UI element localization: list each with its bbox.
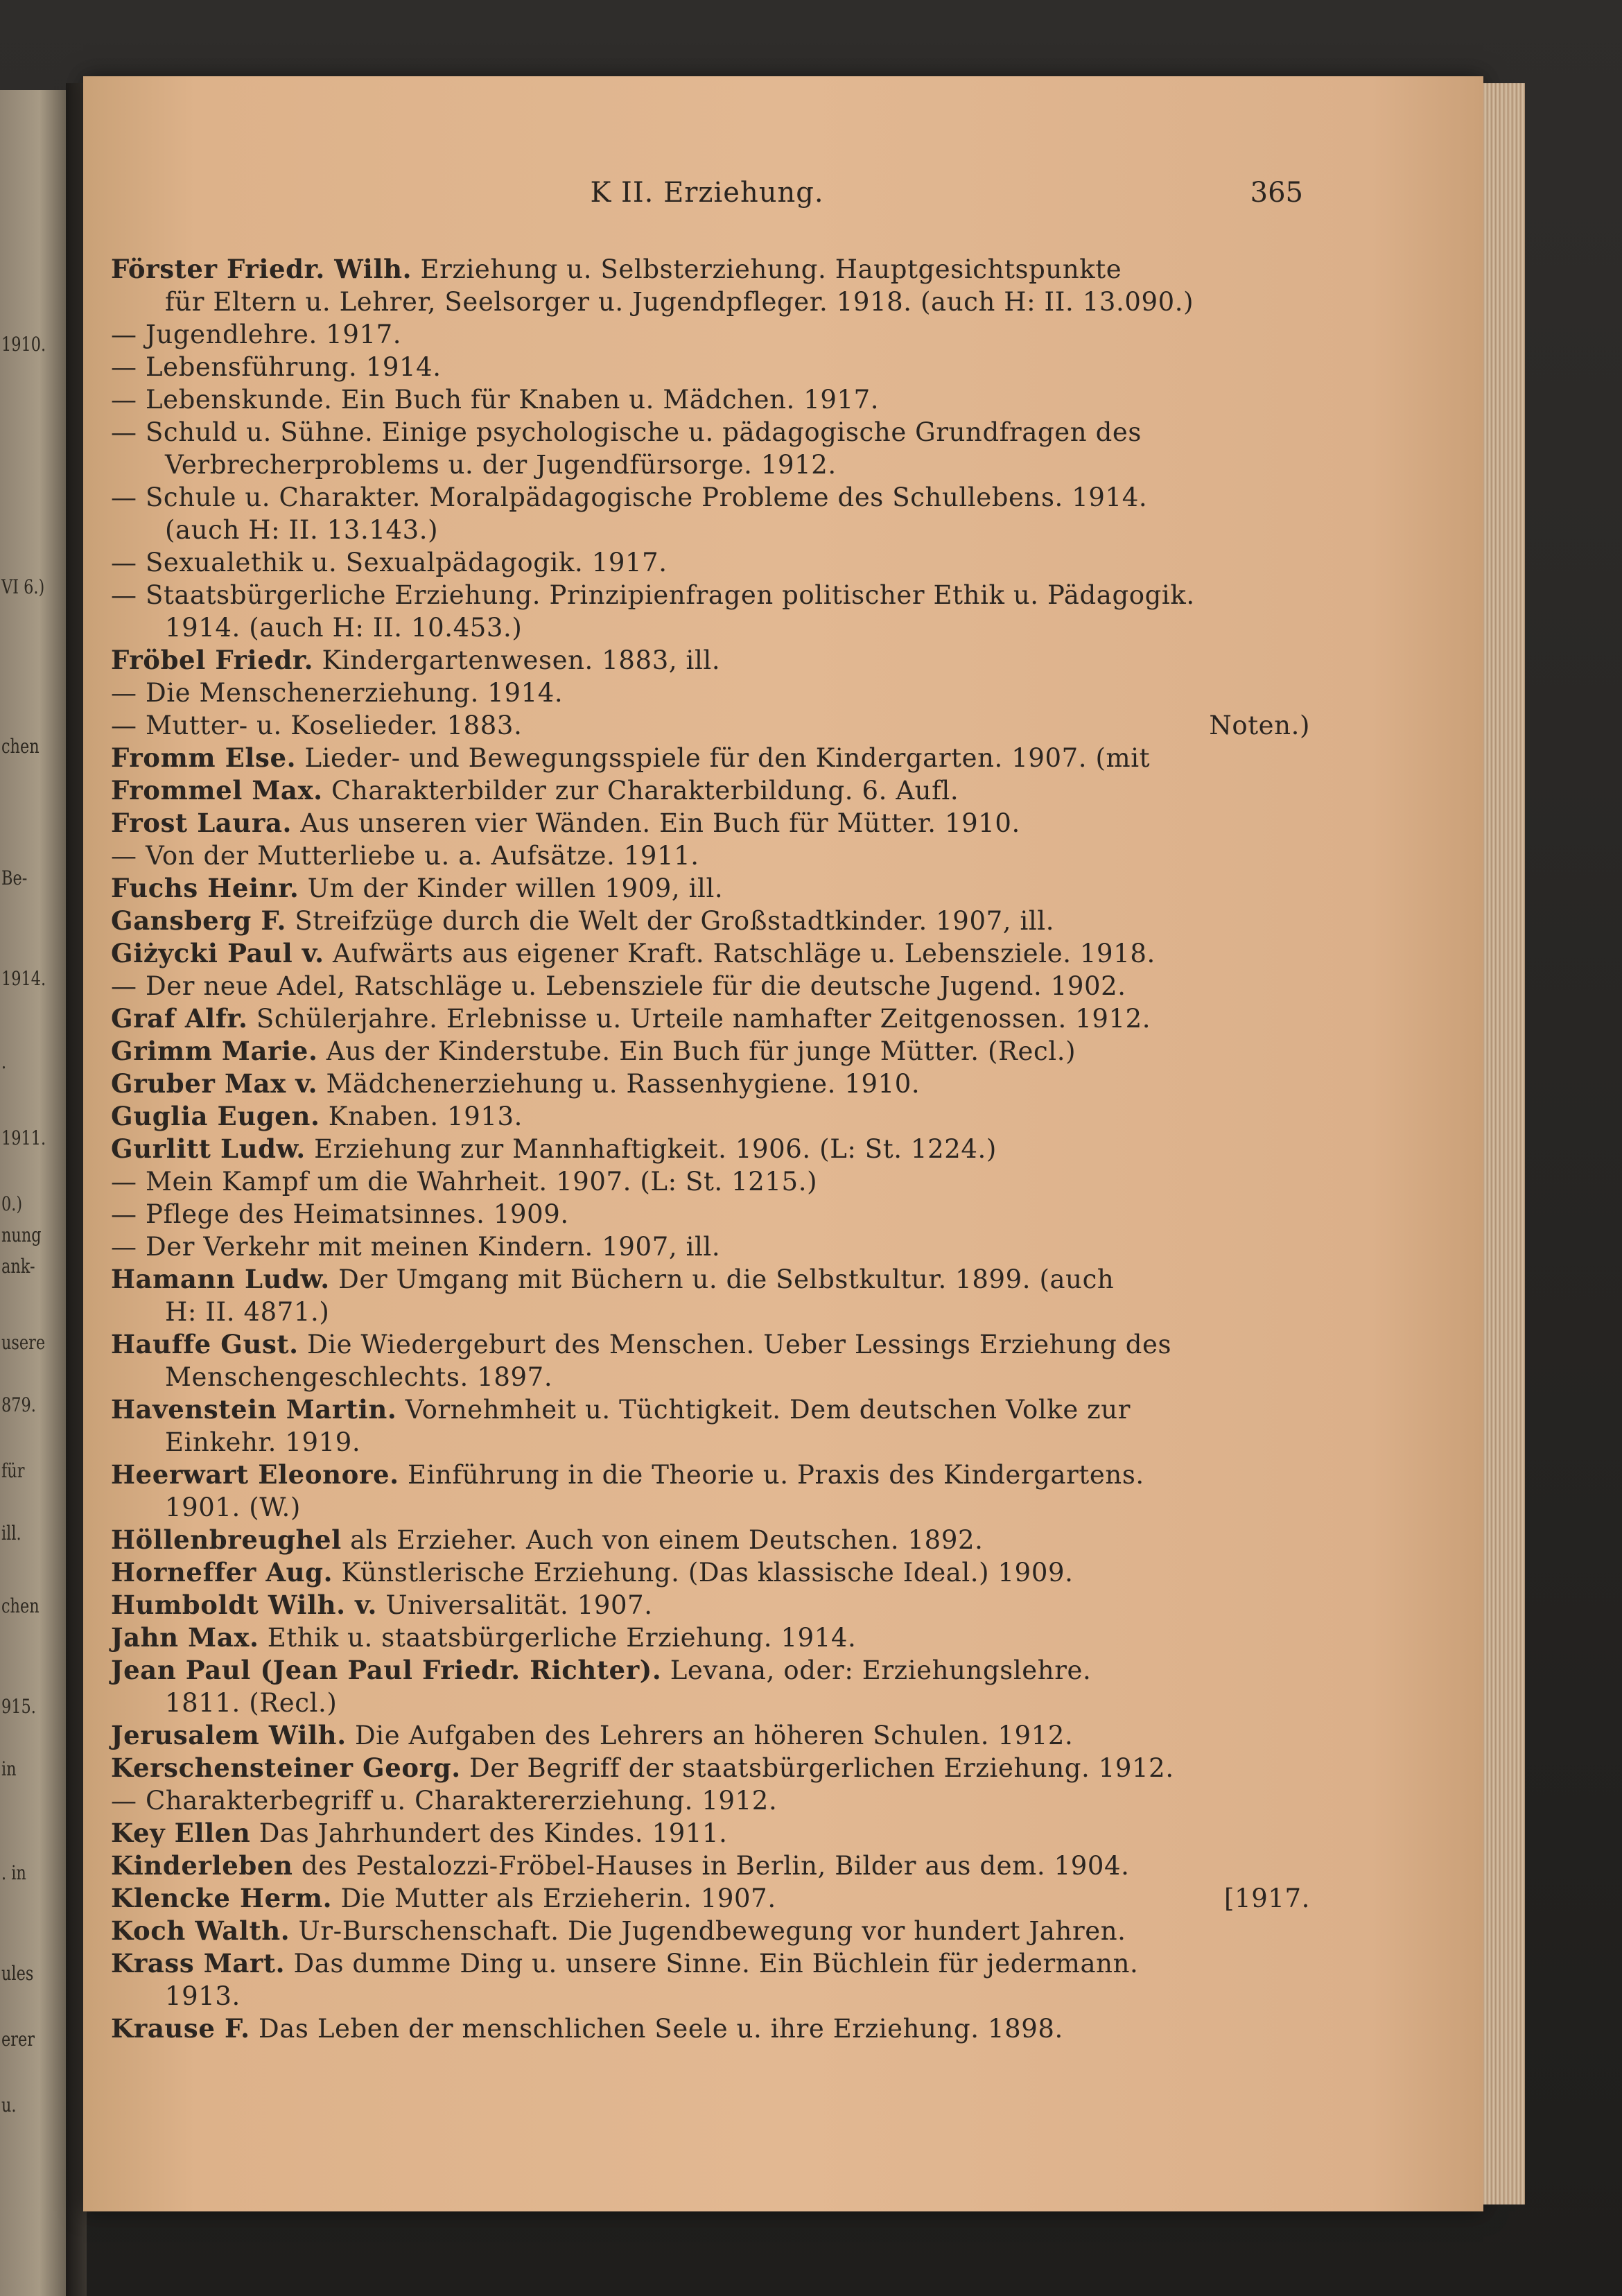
entry-author: Kinderleben (111, 1850, 293, 1881)
margin-fragment: 1914. (1, 967, 46, 990)
entry-text: 1811. (Recl.) (165, 1688, 338, 1718)
entry-author: Gruber Max v. (111, 1068, 318, 1099)
entry-text: — Von der Mutterliebe u. a. Aufsätze. 1911. (111, 841, 699, 871)
bibliography-entry-line (111, 1882, 1310, 1915)
entry-text: Die Mutter als Erzieherin. 1907. (332, 1884, 776, 1913)
bibliography-entry-line (111, 1719, 1310, 1752)
bibliography-entry-line (111, 481, 1310, 514)
entry-runover-text: Noten.) (1209, 711, 1310, 740)
entry-author: Frost Laura. (111, 808, 293, 838)
entry-text: Aus unseren vier Wänden. Ein Buch für Mütter. 1910. (292, 808, 1020, 838)
bibliography-entry-line (111, 1817, 1310, 1850)
entry-author: Hamann Ludw. (111, 1264, 330, 1294)
bibliography-entry-line (111, 709, 1310, 742)
entry-text: — Der neue Adel, Ratschläge u. Lebensziele für die deutsche Jugend. 1902. (111, 971, 1126, 1001)
entry-text: — Schule u. Charakter. Moralpädagogische Probleme des Schullebens. 1914. (111, 482, 1148, 512)
entry-author: Key Ellen (111, 1818, 251, 1848)
bibliography-entry-line (111, 1165, 1310, 1198)
bibliography-entry-line (111, 937, 1310, 970)
entry-text: als Erzieher. Auch von einem Deutschen. 1892. (341, 1525, 984, 1555)
entry-continuation-line (111, 1426, 1310, 1459)
bibliography-entry-line (111, 742, 1310, 774)
entry-continuation-line (111, 1491, 1310, 1524)
previous-page-margin-text (0, 0, 66, 2296)
entry-author: Koch Walth. (111, 1915, 290, 1946)
bibliography-entry-line (111, 1328, 1310, 1361)
entry-text: — Charakterbegriff u. Charaktererziehung. 1912. (111, 1786, 778, 1816)
entry-author: Klencke Herm. (111, 1883, 333, 1913)
entry-text: — Staatsbürgerliche Erziehung. Prinzipienfragen politischer Ethik u. Pädagogik. (111, 580, 1195, 610)
running-head: K II. Erziehung. (590, 177, 824, 209)
entry-text: Ur-Burschenschaft. Die Jugendbewegung vor hundert Jahren. (290, 1916, 1126, 1946)
entry-text: Aus der Kinderstube. Ein Buch für junge Mütter. (Recl.) (317, 1036, 1076, 1066)
entry-author: Guglia Eugen. (111, 1101, 320, 1131)
entry-text: Schülerjahre. Erlebnisse u. Urteile namhafter Zeitgenossen. 1912. (247, 1004, 1151, 1034)
page-edges (1483, 83, 1525, 2204)
entry-text: — Jugendlehre. 1917. (111, 320, 402, 349)
bibliography-entry-line (111, 1524, 1310, 1556)
entry-text: Künstlerische Erziehung. (Das klassische Ideal.) 1909. (333, 1558, 1074, 1588)
entry-text: Die Aufgaben des Lehrers an höheren Schulen. 1912. (346, 1721, 1074, 1750)
bibliography-entry-line (111, 677, 1310, 709)
entry-author: Fromm Else. (111, 742, 297, 773)
bibliography-list (111, 253, 1310, 2045)
entry-author: Horneffer Aug. (111, 1557, 333, 1588)
margin-fragment: chen (1, 1594, 40, 1617)
entry-continuation-line (111, 1296, 1310, 1328)
entry-text: Mädchenerziehung u. Rassenhygiene. 1910. (317, 1069, 921, 1099)
entry-text: Levana, oder: Erziehungslehre. (661, 1655, 1092, 1685)
bibliography-entry-line (111, 1654, 1310, 1687)
entry-text: — Die Menschenerziehung. 1914. (111, 678, 564, 708)
margin-fragment: erer (1, 2028, 35, 2051)
bibliography-entry-line (111, 872, 1310, 905)
bibliography-entry-line (111, 970, 1310, 1002)
entry-text: 1914. (auch H: II. 10.453.) (165, 613, 523, 643)
entry-text: Menschengeschlechts. 1897. (165, 1362, 553, 1392)
bibliography-entry-line (111, 807, 1310, 840)
bibliography-entry-line (111, 1068, 1310, 1100)
entry-text: Vornehmheit u. Tüchtigkeit. Dem deutschen Volke zur (396, 1395, 1131, 1425)
entry-text: Charakterbilder zur Charakterbildung. 6. Aufl. (322, 776, 959, 806)
bibliography-entry-line (111, 351, 1310, 383)
margin-fragment: 0.) (1, 1192, 23, 1215)
entry-author: Jean Paul (Jean Paul Friedr. Richter). (111, 1655, 662, 1685)
bibliography-entry-line (111, 383, 1310, 416)
entry-text: für Eltern u. Lehrer, Seelsorger u. Jugendpfleger. 1918. (auch H: II. 13.090.) (165, 287, 1194, 317)
bibliography-entry-line (111, 1263, 1310, 1296)
entry-author: Giżycki Paul v. (111, 938, 324, 968)
bibliography-entry-line (111, 1100, 1310, 1133)
margin-fragment: 1910. (1, 333, 46, 356)
entry-text: — Mein Kampf um die Wahrheit. 1907. (L: St. 1215.) (111, 1167, 818, 1197)
entry-author: Graf Alfr. (111, 1003, 248, 1034)
bibliography-entry-line (111, 1459, 1310, 1491)
bibliography-entry-line (111, 318, 1310, 351)
entry-text: — Pflege des Heimatsinnes. 1909. (111, 1199, 569, 1229)
entry-author: Krass Mart. (111, 1948, 286, 1978)
entry-runover-text: [1917. (1224, 1884, 1310, 1913)
bibliography-entry-line (111, 840, 1310, 872)
margin-fragment: für (1, 1459, 25, 1482)
page-number: 365 (1250, 177, 1303, 209)
bibliography-entry-line (111, 1915, 1310, 1947)
entry-author: Kerschensteiner Georg. (111, 1753, 461, 1783)
entry-text: Das Leben der menschlichen Seele u. ihre Erziehung. 1898. (250, 2014, 1063, 2044)
entry-text: — Lebensführung. 1914. (111, 352, 442, 382)
margin-fragment: chen (1, 735, 40, 758)
entry-author: Jerusalem Wilh. (111, 1720, 347, 1750)
bibliography-entry-line (111, 1589, 1310, 1621)
bibliography-entry-line (111, 644, 1310, 677)
entry-author: Krause F. (111, 2013, 250, 2044)
entry-text: des Pestalozzi-Fröbel-Hauses in Berlin, Bilder aus dem. 1904. (293, 1851, 1130, 1881)
margin-fragment: u. (1, 2094, 17, 2116)
margin-fragment: VI 6.) (1, 575, 45, 598)
entry-author: Gurlitt Ludw. (111, 1133, 306, 1164)
entry-author: Jahn Max. (111, 1622, 259, 1653)
bibliography-entry-line (111, 1230, 1310, 1263)
margin-fragment: Be- (1, 867, 28, 889)
bibliography-entry-line (111, 774, 1310, 807)
bibliography-entry-line (111, 1002, 1310, 1035)
entry-text: Streifzüge durch die Welt der Großstadtkinder. 1907, ill. (286, 906, 1055, 936)
bibliography-entry-line (111, 253, 1310, 286)
entry-author: Heerwart Eleonore. (111, 1459, 399, 1490)
entry-text: Erziehung zur Mannhaftigkeit. 1906. (L: St. 1224.) (305, 1134, 997, 1164)
margin-fragment: ill. (1, 1522, 21, 1545)
margin-fragment: in (1, 1757, 17, 1780)
entry-text: Die Wiedergeburt des Menschen. Ueber Lessings Erziehung des (298, 1330, 1172, 1359)
entry-text: Einkehr. 1919. (165, 1427, 361, 1457)
entry-text: — Mutter- u. Koselieder. 1883. (111, 711, 523, 740)
entry-text: (auch H: II. 13.143.) (165, 515, 439, 545)
entry-text: — Der Verkehr mit meinen Kindern. 1907, ill. (111, 1232, 721, 1262)
entry-author: Fuchs Heinr. (111, 873, 299, 903)
bibliography-entry-line (111, 905, 1310, 937)
bibliography-entry-line (111, 1198, 1310, 1230)
bibliography-entry-line (111, 1947, 1310, 1980)
entry-continuation-line (111, 449, 1310, 481)
margin-fragment: 915. (1, 1695, 36, 1718)
entry-continuation-line (111, 1361, 1310, 1393)
margin-fragment: usere (1, 1331, 46, 1354)
entry-continuation-line (111, 286, 1310, 318)
entry-text: Der Begriff der staatsbürgerlichen Erziehung. 1912. (460, 1753, 1174, 1783)
bibliography-entry-line (111, 1850, 1310, 1882)
bibliography-entry-line (111, 579, 1310, 611)
bibliography-entry-line (111, 1752, 1310, 1784)
bibliography-entry-line (111, 2012, 1310, 2045)
margin-fragment: ank- (1, 1255, 35, 1278)
entry-text: Das dumme Ding u. unsere Sinne. Ein Büchlein für jedermann. (285, 1949, 1139, 1978)
entry-continuation-line (111, 514, 1310, 546)
bibliography-entry-line (111, 1784, 1310, 1817)
entry-text: — Sexualethik u. Sexualpädagogik. 1917. (111, 548, 668, 577)
entry-text: Um der Kinder willen 1909, ill. (299, 873, 724, 903)
entry-continuation-line (111, 1980, 1310, 2012)
entry-text: — Schuld u. Sühne. Einige psychologische u. pädagogische Grundfragen des (111, 417, 1142, 447)
entry-text: Das Jahrhundert des Kindes. 1911. (250, 1818, 728, 1848)
entry-text: 1913. (165, 1981, 241, 2011)
bibliography-entry-line (111, 1133, 1310, 1165)
entry-text: Aufwärts aus eigener Kraft. Ratschläge u. Lebensziele. 1918. (324, 939, 1156, 968)
bibliography-entry-line (111, 416, 1310, 449)
entry-author: Havenstein Martin. (111, 1394, 397, 1425)
margin-fragment: ules (1, 1962, 34, 1985)
entry-author: Förster Friedr. Wilh. (111, 254, 412, 284)
entry-author: Fröbel Friedr. (111, 645, 314, 675)
page-header (111, 177, 1303, 218)
entry-text: Erziehung u. Selbsterziehung. Hauptgesichtspunkte (412, 254, 1122, 284)
entry-author: Grimm Marie. (111, 1036, 318, 1066)
entry-author: Hauffe Gust. (111, 1329, 299, 1359)
entry-author: Höllenbreughel (111, 1524, 342, 1555)
entry-text: — Lebenskunde. Ein Buch für Knaben u. Mädchen. 1917. (111, 385, 880, 415)
entry-text: Einführung in die Theorie u. Praxis des Kindergartens. (399, 1460, 1144, 1490)
margin-fragment: nung (1, 1224, 42, 1246)
entry-text: Ethik u. staatsbürgerliche Erziehung. 1914. (259, 1623, 857, 1653)
entry-text: Der Umgang mit Büchern u. die Selbstkultur. 1899. (auch (329, 1264, 1115, 1294)
bibliography-entry-line (111, 1556, 1310, 1589)
bibliography-entry-line (111, 546, 1310, 579)
bibliography-entry-line (111, 1393, 1310, 1426)
bibliography-entry-line (111, 1621, 1310, 1654)
entry-author: Frommel Max. (111, 775, 323, 806)
margin-fragment: . (1, 1050, 7, 1073)
entry-text: Verbrecherproblems u. der Jugendfürsorge. 1912. (165, 450, 837, 480)
entry-continuation-line (111, 1687, 1310, 1719)
entry-text: 1901. (W.) (165, 1493, 301, 1522)
entry-text: H: II. 4871.) (165, 1297, 330, 1327)
entry-author: Gansberg F. (111, 905, 286, 936)
entry-text: Lieder- und Bewegungsspiele für den Kindergarten. 1907. (mit (296, 743, 1151, 773)
entry-continuation-line (111, 611, 1310, 644)
entry-text: Universalität. 1907. (377, 1590, 653, 1620)
bibliography-entry-line (111, 1035, 1310, 1068)
margin-fragment: . in (1, 1861, 26, 1884)
margin-fragment: 879. (1, 1393, 36, 1416)
entry-text: Kindergartenwesen. 1883, ill. (313, 645, 721, 675)
entry-text: Knaben. 1913. (320, 1102, 523, 1131)
margin-fragment: 1911. (1, 1127, 46, 1149)
entry-author: Humboldt Wilh. v. (111, 1590, 377, 1620)
